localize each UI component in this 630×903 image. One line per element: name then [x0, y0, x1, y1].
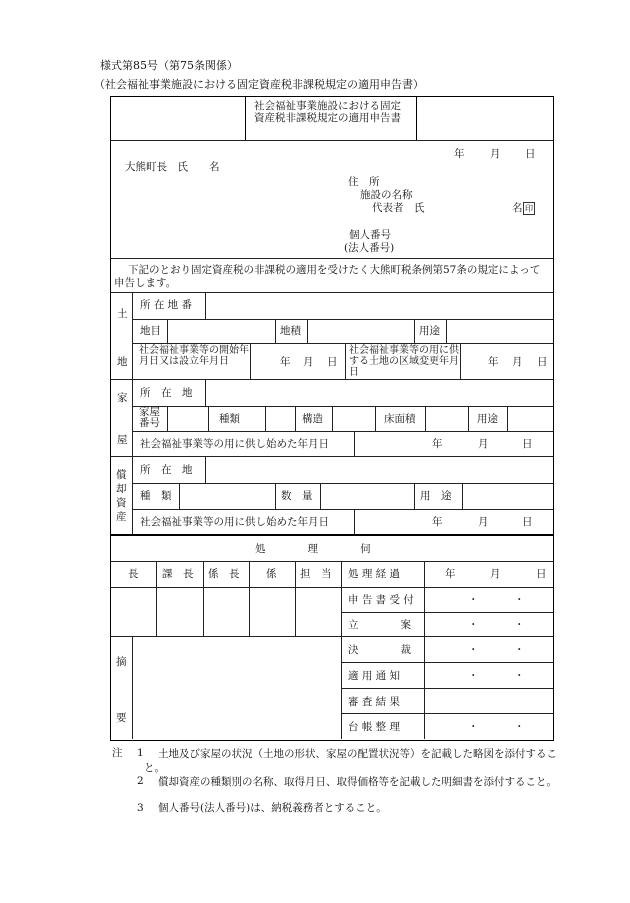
note-1-number: 1 [137, 747, 144, 759]
land-chimoku-label: 地目 [140, 325, 161, 337]
notes-prefix: 注 [112, 747, 123, 759]
depreciable-quantity-label: 数 量 [281, 490, 313, 502]
house-kind-label: 種類 [219, 413, 240, 425]
house-label-top: 家 [117, 392, 128, 404]
step-draft: 立 案 [348, 619, 411, 631]
facility-name-label: 施設の名称 [360, 189, 413, 201]
step-notice: 適 用 通 知 [348, 670, 401, 682]
step-notice-dot2: ・ [514, 670, 525, 682]
land-start-day[interactable]: 日 [327, 356, 338, 368]
step-receipt: 申 告 書 受 付 [348, 594, 414, 606]
land-label-bottom: 地 [117, 356, 128, 368]
house-label-bottom: 屋 [117, 434, 128, 446]
address-label: 住 所 [348, 176, 380, 188]
land-start-year[interactable]: 年 [280, 356, 291, 368]
depreciable-use-label: 用 途 [420, 490, 452, 502]
title-text: 社会福祉事業施設における固定資産税非課税規定の適用申告書 [254, 100, 401, 124]
house-location-label: 所 在 地 [140, 387, 193, 399]
step-ledger: 台 帳 整 理 [348, 721, 401, 733]
house-start-year[interactable]: 年 [432, 438, 443, 450]
summary-label-bottom: 要 [116, 712, 127, 724]
depreciable-start-label: 社会福祉事業等の用に供し始めた年月日 [140, 516, 329, 528]
step-review: 審 査 結 果 [348, 696, 401, 708]
corporate-number-label: (法人番号) [344, 242, 395, 254]
note-3-text: 個人番号(法人番号)は、納税義務者とすること。 [158, 802, 387, 814]
personal-number-label: 個人番号 [349, 229, 391, 241]
note-2-number: 2 [137, 775, 144, 787]
house-start-month[interactable]: 月 [478, 438, 489, 450]
step-receipt-dot2: ・ [514, 594, 525, 606]
depreciable-start-day[interactable]: 日 [522, 516, 533, 528]
date-year[interactable]: 年 [454, 148, 465, 160]
process-header-year: 年 [445, 568, 456, 580]
house-floor-area-label: 床面積 [384, 413, 416, 425]
declaration-text: 下記のとおり固定資産税の非課税の適用を受けたく大熊町税条例第57条の規定によって申告します。 [114, 264, 541, 289]
depreciable-location-label: 所 在 地 [140, 464, 193, 476]
representative-label: 代表者 氏 [372, 202, 425, 214]
seal-name: 名 [512, 202, 523, 214]
seal-mark: 印 [525, 204, 533, 213]
depreciable-start-month[interactable]: 月 [478, 516, 489, 528]
note-2-text: 償却資産の種類別の名称、取得月日、取得価格等を記載した明細書を添付すること。 [158, 776, 557, 788]
summary-label-top: 摘 [116, 656, 127, 668]
note-1-text: 土地及び家屋の状況（土地の形状、家屋の配置状況等）を記載した略図を添付すること。 [144, 748, 557, 774]
form-subtitle: （社会福祉事業施設における固定資産税非課税規定の適用申告書） [94, 78, 424, 91]
land-area-label: 地積 [280, 325, 301, 337]
house-number-label: 家屋番号 [139, 406, 160, 429]
step-decision: 決 裁 [348, 644, 411, 656]
land-change-date-label: 社会福祉事業等の用に供する土地の区域変更年月日 [349, 345, 459, 378]
step-draft-dot1: ・ [468, 619, 479, 631]
land-label-top: 土 [117, 308, 128, 320]
house-start-day[interactable]: 日 [522, 438, 533, 450]
step-ledger-dot2: ・ [514, 721, 525, 733]
date-day[interactable]: 日 [525, 148, 536, 160]
date-month[interactable]: 月 [490, 148, 501, 160]
approver-col-chief: 長 [128, 568, 139, 580]
addressee: 大熊町長 氏 名 [125, 161, 220, 173]
step-ledger-dot1: ・ [468, 721, 479, 733]
land-change-month[interactable]: 月 [512, 356, 523, 368]
step-receipt-dot1: ・ [468, 594, 479, 606]
land-use-label: 用途 [419, 325, 440, 337]
step-notice-dot1: ・ [468, 670, 479, 682]
depreciable-label: 償却資産 [116, 469, 127, 523]
land-change-year[interactable]: 年 [488, 356, 499, 368]
approver-col-section-chief: 課 長 [162, 568, 194, 580]
house-start-label: 社会福祉事業等の用に供し始めた年月日 [140, 438, 329, 450]
process-header-month: 月 [490, 568, 501, 580]
step-decision-dot2: ・ [514, 644, 525, 656]
depreciable-start-year[interactable]: 年 [432, 516, 443, 528]
approver-col-subsection-chief: 係 長 [208, 568, 240, 580]
depreciable-kind-label: 種 類 [140, 490, 172, 502]
processing-title: 処 理 伺 [255, 543, 371, 555]
approver-col-in-charge: 担 当 [300, 568, 332, 580]
note-3-number: 3 [137, 802, 144, 814]
form-number: 様式第85号（第75条関係） [100, 59, 238, 72]
process-header: 処 理 経 過 [348, 568, 401, 580]
land-start-month[interactable]: 月 [303, 356, 314, 368]
land-location-label: 所 在 地 番 [140, 299, 193, 311]
land-change-day[interactable]: 日 [537, 356, 548, 368]
house-structure-label: 構造 [302, 413, 323, 425]
step-draft-dot2: ・ [514, 619, 525, 631]
approver-col-staff: 係 [266, 568, 277, 580]
step-decision-dot1: ・ [468, 644, 479, 656]
house-use-label: 用途 [477, 413, 498, 425]
land-start-date-label: 社会福祉事業等の開始年月日又は設立年月日 [139, 345, 249, 367]
process-header-day: 日 [536, 568, 547, 580]
